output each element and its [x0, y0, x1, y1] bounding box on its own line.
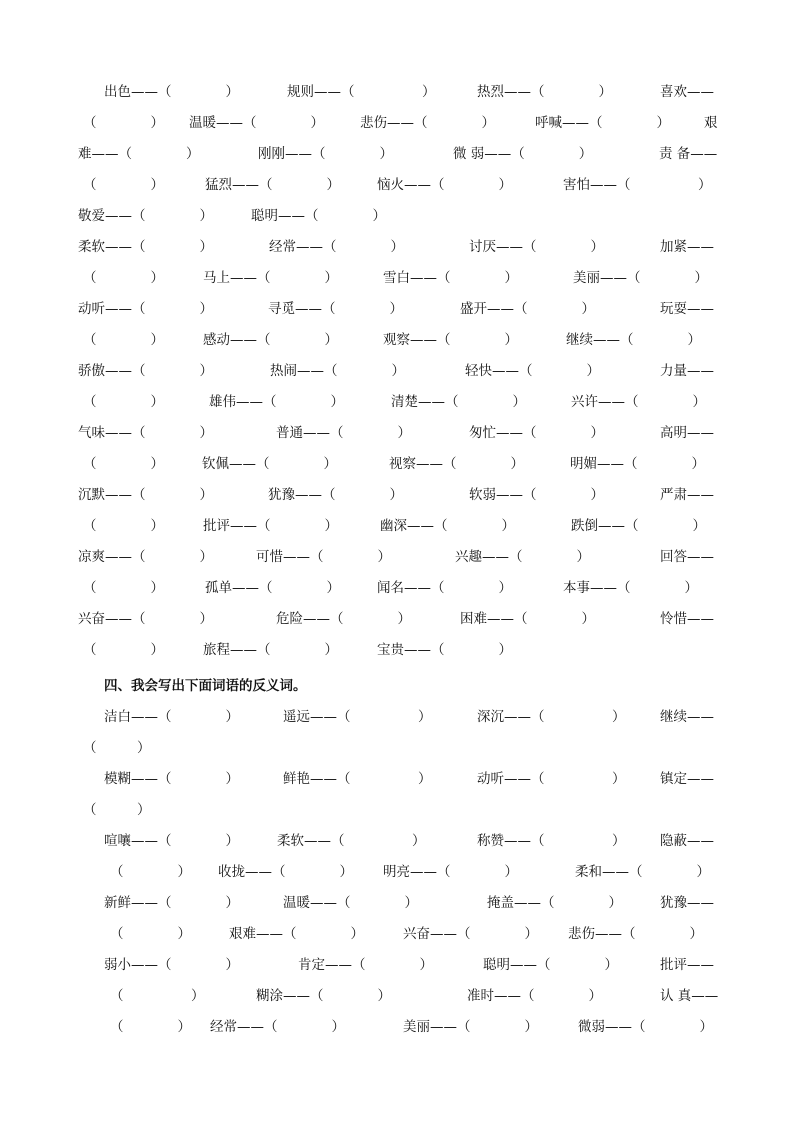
word-pair-item: 肯定——（ ） [298, 957, 433, 973]
word-pair-item: 聪明——（ ） [483, 957, 618, 973]
word-pair-item: 规则——（ ） [287, 84, 436, 100]
word-pair-item: 兴许——（ ） [571, 394, 706, 410]
word-pair-item: 轻快——（ ） [465, 363, 600, 379]
word-pair-item: 明亮——（ ） [383, 864, 518, 880]
word-pair-item: 遥远——（ ） [283, 709, 432, 725]
word-pair-item: 严肃—— [660, 487, 714, 503]
word-pair-item: （ ） [83, 642, 164, 658]
word-pair-item: 悲伤——（ ） [360, 115, 495, 131]
word-pair-item: 害怕——（ ） [563, 177, 712, 193]
word-pair-item: 普通——（ ） [276, 425, 411, 441]
word-pair-item: 批评—— [660, 957, 714, 973]
word-pair-item: 经常——（ ） [269, 239, 404, 255]
word-pair-item: 兴趣——（ ） [455, 549, 590, 565]
word-pair-item: 鲜艳——（ ） [283, 771, 432, 787]
word-pair-item: 力量—— [660, 363, 714, 379]
word-pair-item: 新鲜——（ ） [104, 895, 239, 911]
word-pair-item: 糊涂——（ ） [256, 988, 391, 1004]
word-pair-item: 柔软——（ ） [277, 833, 426, 849]
word-pair-item: （ ） [83, 177, 164, 193]
word-pair-item: 怜惜—— [660, 611, 714, 627]
word-pair-item: 可惜——（ ） [256, 549, 391, 565]
word-pair-item: 热闹——（ ） [270, 363, 405, 379]
word-pair-item: 寻觅——（ ） [268, 301, 403, 317]
word-pair-item: 称赞——（ ） [477, 833, 626, 849]
word-pair-item: 动听——（ ） [477, 771, 626, 787]
word-pair-item: 艰难——（ ） [229, 926, 364, 942]
word-pair-item: 微 弱——（ ） [453, 146, 593, 162]
word-pair-item: 美丽——（ ） [403, 1019, 538, 1035]
word-pair-item: 回答—— [660, 549, 714, 565]
word-pair-item: 雄伟——（ ） [209, 394, 344, 410]
word-pair-item: （ ） [83, 740, 151, 756]
word-pair-item: （ ） [83, 115, 164, 131]
word-pair-item: 动听——（ ） [78, 301, 213, 317]
word-pair-item: （ ） [110, 1019, 191, 1035]
section-heading: 四、我会写出下面词语的反义词。 [104, 678, 307, 694]
word-pair-item: 清楚——（ ） [391, 394, 526, 410]
word-pair-item: 责 备—— [659, 146, 718, 162]
word-pair-item: 呼喊——（ ） [535, 115, 670, 131]
word-pair-item: 洁白——（ ） [104, 709, 239, 725]
word-pair-item: 恼火——（ ） [377, 177, 512, 193]
word-pair-item: 收拢——（ ） [218, 864, 353, 880]
word-pair-item: 温暖——（ ） [283, 895, 418, 911]
word-pair-item: 孤单——（ ） [205, 580, 340, 596]
word-pair-item: 玩耍—— [660, 301, 714, 317]
word-pair-item: 猛烈——（ ） [205, 177, 340, 193]
word-pair-item: 闻名——（ ） [377, 580, 512, 596]
word-pair-item: 兴奋——（ ） [403, 926, 538, 942]
word-pair-item: 讨厌——（ ） [469, 239, 604, 255]
word-pair-item: 出色——（ ） [104, 84, 239, 100]
word-pair-item: 加紧—— [660, 239, 714, 255]
word-pair-item: 犹豫——（ ） [268, 487, 403, 503]
word-pair-item: 兴奋——（ ） [78, 611, 213, 627]
word-pair-item: 观察——（ ） [383, 332, 518, 348]
word-pair-item: （ ） [83, 456, 164, 472]
word-pair-item: （ ） [83, 332, 164, 348]
word-pair-item: （ ） [83, 518, 164, 534]
word-pair-item: （ ） [83, 394, 164, 410]
word-pair-item: 危险——（ ） [276, 611, 411, 627]
word-pair-item: 气味——（ ） [78, 425, 213, 441]
word-pair-item: 明媚——（ ） [570, 456, 705, 472]
word-pair-item: 敬爱——（ ） [78, 208, 213, 224]
word-pair-item: 宝贵——（ ） [377, 642, 512, 658]
word-pair-item: 镇定—— [660, 771, 714, 787]
word-pair-item: 视察——（ ） [389, 456, 524, 472]
word-pair-item: 深沉——（ ） [477, 709, 626, 725]
word-pair-item: （ ） [83, 580, 164, 596]
word-pair-item: 批评——（ ） [203, 518, 338, 534]
word-pair-item: 美丽——（ ） [573, 270, 708, 286]
word-pair-item: 模糊——（ ） [104, 771, 239, 787]
word-pair-item: 困难——（ ） [460, 611, 595, 627]
word-pair-item: 微弱——（ ） [578, 1019, 713, 1035]
word-pair-item: 悲伤——（ ） [568, 926, 703, 942]
word-pair-item: 喜欢—— [660, 84, 714, 100]
word-pair-item: 雪白——（ ） [383, 270, 518, 286]
word-pair-item: （ ） [83, 802, 151, 818]
word-pair-item: 柔软——（ ） [78, 239, 213, 255]
word-pair-item: 盛开——（ ） [460, 301, 595, 317]
word-pair-item: 幽深——（ ） [380, 518, 515, 534]
word-pair-item: 认 真—— [660, 988, 719, 1004]
word-pair-item: 继续—— [660, 709, 714, 725]
word-pair-item: 准时——（ ） [467, 988, 602, 1004]
word-pair-item: 凉爽——（ ） [78, 549, 213, 565]
word-pair-item: 掩盖——（ ） [487, 895, 622, 911]
word-pair-item: （ ） [110, 926, 191, 942]
word-pair-item: 软弱——（ ） [469, 487, 604, 503]
word-pair-item: 跌倒——（ ） [571, 518, 706, 534]
word-pair-item: （ ） [83, 270, 164, 286]
word-pair-item: 艰 [704, 115, 718, 131]
word-pair-item: 刚刚——（ ） [258, 146, 393, 162]
word-pair-item: 高明—— [660, 425, 714, 441]
word-pair-item: 匆忙——（ ） [469, 425, 604, 441]
word-pair-item: （ ） [110, 988, 205, 1004]
word-pair-item: 犹豫—— [660, 895, 714, 911]
word-pair-item: 经常——（ ） [210, 1019, 345, 1035]
word-pair-item: 旅程——（ ） [203, 642, 338, 658]
word-pair-item: 钦佩——（ ） [202, 456, 337, 472]
word-pair-item: 骄傲——（ ） [78, 363, 213, 379]
word-pair-item: 难——（ ） [78, 146, 200, 162]
word-pair-item: （ ） [110, 864, 191, 880]
word-pair-item: 聪明——（ ） [251, 208, 386, 224]
word-pair-item: 隐蔽—— [660, 833, 714, 849]
word-pair-item: 本事——（ ） [563, 580, 698, 596]
word-pair-item: 温暖——（ ） [189, 115, 324, 131]
word-pair-item: 喧嚷——（ ） [104, 833, 239, 849]
word-pair-item: 弱小——（ ） [104, 957, 239, 973]
word-pair-item: 热烈——（ ） [477, 84, 612, 100]
word-pair-item: 沉默——（ ） [78, 487, 213, 503]
word-pair-item: 继续——（ ） [566, 332, 701, 348]
word-pair-item: 感动——（ ） [203, 332, 338, 348]
word-pair-item: 马上——（ ） [203, 270, 338, 286]
word-pair-item: 柔和——（ ） [575, 864, 710, 880]
